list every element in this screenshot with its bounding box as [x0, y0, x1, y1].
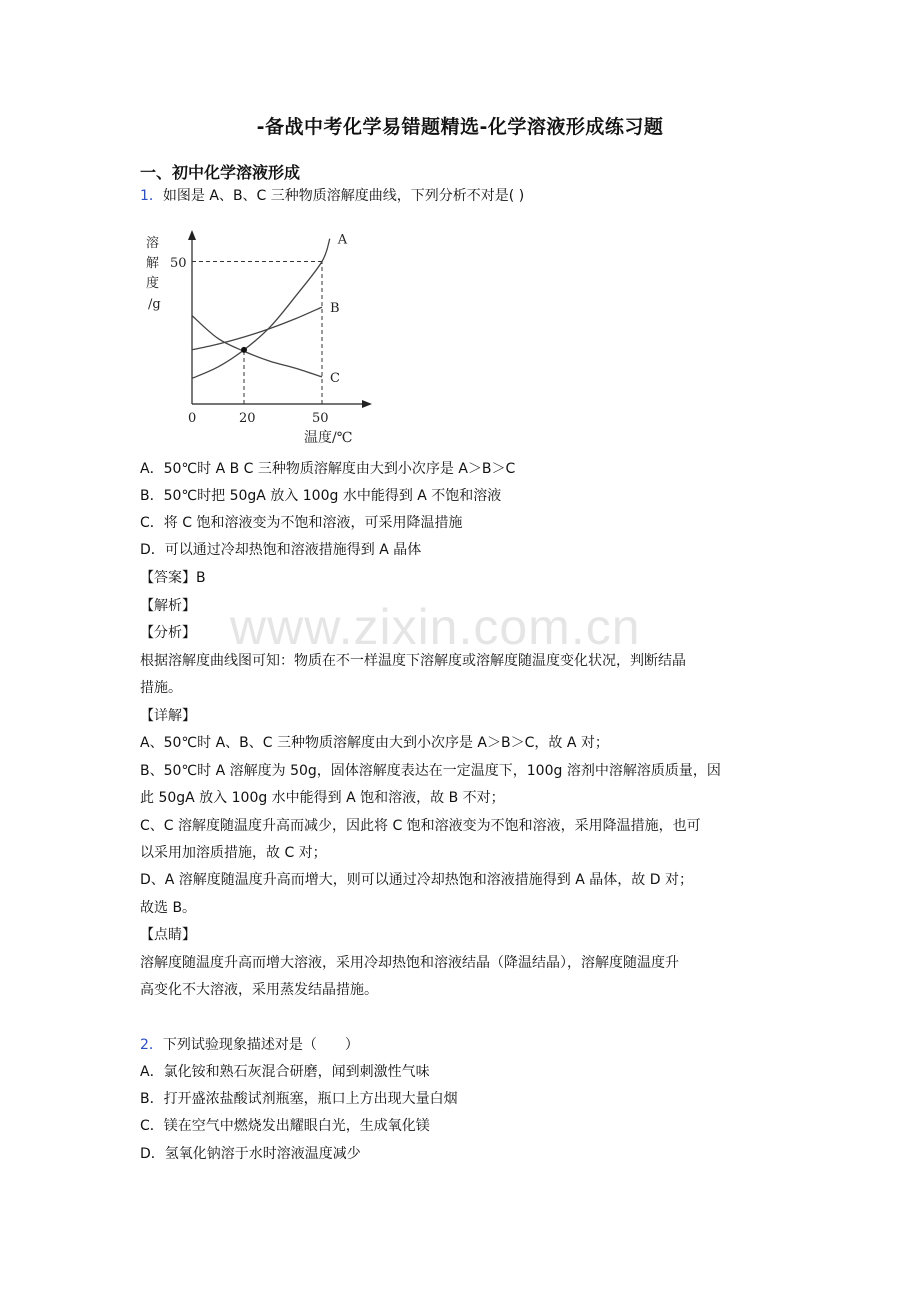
intersection-point [241, 347, 247, 353]
xiangjie-label: 【详解】 [140, 708, 196, 724]
x-axis-arrow [362, 400, 372, 408]
ylabel-char: /g [148, 297, 161, 312]
page-title: -备战中考化学易错题精选-化学溶液形成练习题 [256, 116, 664, 138]
detail-line: 以采用加溶质措施，故 C 对； [140, 845, 327, 861]
q1-option-c: C．将 C 饱和溶液变为不饱和溶液，可采用降温措施 [140, 515, 463, 531]
x-tick-label: 50 [312, 411, 329, 426]
series-label-a: A [337, 232, 348, 248]
detail-line: B、50℃时 A 溶解度为 50g，固体溶解度表达在一定温度下，100g 溶剂中溶解溶质质量，因 [140, 763, 721, 779]
q1-number: 1． [140, 188, 163, 204]
detail-line: 此 50gA 放入 100g 水中能得到 A 饱和溶液，故 B 不对； [140, 790, 505, 806]
x-tick-label: 20 [239, 411, 256, 426]
series-line-b [192, 307, 322, 350]
detail-line: C、C 溶解度随温度升高而减少，因此将 C 饱和溶液变为不饱和溶液，采用降温措施，也可 [140, 818, 701, 834]
detail-line: D、A 溶解度随温度升高而增大，则可以通过冷却热饱和溶液措施得到 A 晶体，故 D 对； [140, 872, 693, 888]
ylabel-char: 解 [146, 256, 160, 271]
detail-line: 故选 B。 [140, 900, 197, 916]
ylabel-char: 度 [146, 276, 160, 291]
detail-line: A、50℃时 A、B、C 三种物质溶解度由大到小次序是 A＞B＞C，故 A 对； [140, 735, 609, 751]
y-tick-label: 50 [170, 256, 187, 271]
chart-axes [188, 230, 372, 408]
q1-option-a: A．50℃时 A B C 三种物质溶解度由大到小次序是 A＞B＞C [140, 461, 516, 477]
q1-stem: 如图是 A、B、C 三种物质溶解度曲线，下列分析不对是( ) [162, 188, 525, 204]
q2-option-c: C．镁在空气中燃烧发出耀眼白光，生成氧化镁 [140, 1118, 430, 1134]
q2-option-a: A．氯化铵和熟石灰混合研磨，闻到刺激性气味 [140, 1064, 430, 1080]
chart-xlabel: 温度/℃ [304, 430, 353, 446]
q2-stem-line [140, 1035, 359, 1055]
y-axis-arrow [188, 230, 196, 240]
q1-stem-line [140, 186, 524, 206]
dianjing-label: 【点睛】 [140, 927, 196, 943]
series-label-b: B [330, 301, 340, 317]
q1-option-b: B．50℃时把 50gA 放入 100g 水中能得到 A 不饱和溶液 [140, 488, 502, 504]
fenxi-text: 根据溶解度曲线图可知：物质在不一样温度下溶解度或溶解度随温度变化状况，判断结晶 [140, 653, 686, 669]
dianjing-text: 溶解度随温度升高而增大溶液，采用冷却热饱和溶液结晶（降温结晶），溶解度随温度升 [140, 955, 679, 971]
q1-option-d: D．可以通过冷却热饱和溶液措施得到 A 晶体 [140, 542, 422, 558]
chart-ylabel [146, 235, 161, 312]
watermark: www.zixin.com.cn [230, 599, 641, 655]
ylabel-char: 溶 [146, 236, 160, 251]
q2-number: 2． [140, 1037, 163, 1053]
series-label-c: C [330, 370, 340, 386]
x-tick-label: 0 [188, 411, 197, 426]
q2-option-d: D．氢氧化钠溶于水时溶液温度减少 [140, 1146, 361, 1162]
fenxi-text: 措施。 [140, 680, 182, 696]
q2-stem: 下列试验现象描述对是（ ） [162, 1037, 359, 1053]
solubility-chart [140, 220, 400, 452]
answer-label: 【答案】B [140, 570, 206, 586]
jiexi-label: 【解析】 [140, 598, 196, 614]
fenxi-label: 【分析】 [140, 625, 196, 641]
q2-option-b: B．打开盛浓盐酸试剂瓶塞，瓶口上方出现大量白烟 [140, 1091, 458, 1107]
dianjing-text: 高变化不大溶液，采用蒸发结晶措施。 [140, 982, 378, 998]
section-heading: 一、初中化学溶液形成 [140, 163, 301, 182]
